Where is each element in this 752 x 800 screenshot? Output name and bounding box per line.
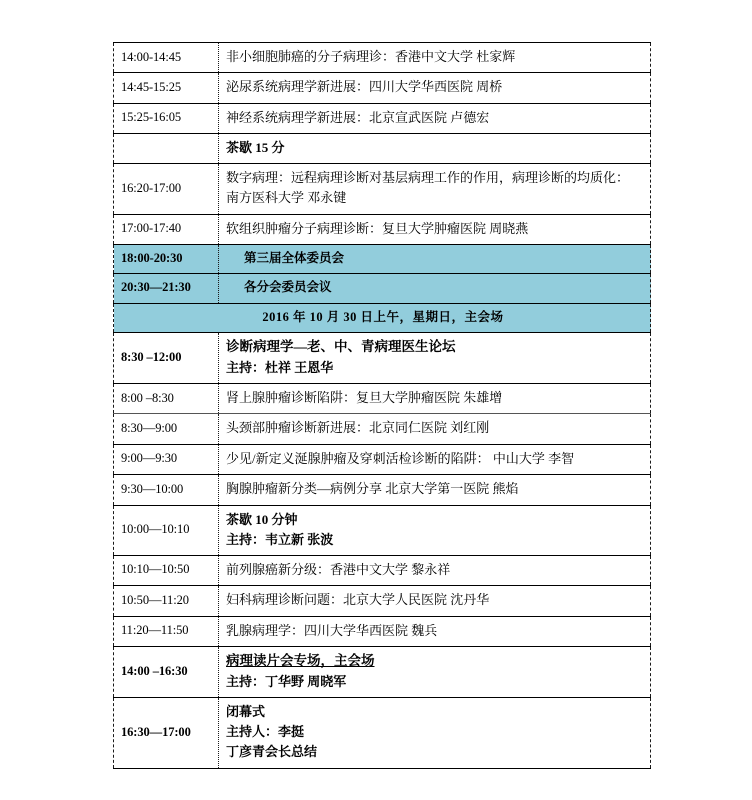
- row-description-text: 妇科病理诊断问题：北京大学人民医院 沈丹华: [226, 592, 490, 608]
- row-description: [219, 586, 651, 616]
- row-description-text: 少见/新定义涎腺肿瘤及穿刺活检诊断的陷阱： 中山大学 李智: [226, 450, 575, 466]
- table-row-highlighted: [114, 274, 651, 303]
- table-row: [114, 475, 651, 505]
- row-description: [219, 214, 651, 244]
- table-row: [114, 73, 651, 103]
- row-description-text: 胸腺肿瘤新分类—病例分享 北京大学第一医院 熊焰: [226, 481, 519, 497]
- row-time: 8:30 –12:00: [114, 333, 219, 384]
- break-label: 茶歇 10 分钟: [226, 511, 298, 527]
- row-time: 14:00-14:45: [114, 43, 219, 73]
- row-description: [219, 616, 651, 646]
- table-row-date-banner: [114, 303, 651, 332]
- row-time: [114, 134, 219, 164]
- row-time: 16:30—17:00: [114, 698, 219, 768]
- row-time: 16:20-17:00: [114, 164, 219, 214]
- row-time: 8:00 –8:30: [114, 384, 219, 414]
- row-description: [219, 244, 651, 273]
- row-time: 14:00 –16:30: [114, 647, 219, 698]
- row-time: 10:00—10:10: [114, 505, 219, 555]
- session-title: 诊断病理学—老、中、青病理医生论坛: [226, 339, 456, 355]
- row-description-line2: 南方医科大学 邓永键: [226, 190, 347, 206]
- row-description-text: 头颈部肿瘤诊断新进展：北京同仁医院 刘红刚: [226, 420, 490, 436]
- conference-schedule-table: [113, 42, 651, 769]
- date-banner-text: 2016 年 10 月 30 日上午，星期日，主会场: [114, 303, 651, 332]
- row-description-text: 神经系统病理学新进展：北京宣武医院 卢德宏: [226, 109, 490, 125]
- row-time: 11:20—11:50: [114, 616, 219, 646]
- row-time: 10:10—10:50: [114, 555, 219, 585]
- table-row: [114, 444, 651, 474]
- table-row: [114, 616, 651, 646]
- row-description: [219, 274, 651, 303]
- row-description: [219, 384, 651, 414]
- row-description-text: 各分会委员会议: [244, 280, 332, 295]
- row-description: [219, 555, 651, 585]
- row-description: [219, 475, 651, 505]
- closing-summary: 丁彦青会长总结: [226, 744, 318, 760]
- row-time: 9:00—9:30: [114, 444, 219, 474]
- table-row-session: [114, 647, 651, 698]
- row-description-text: 第三届全体委员会: [244, 250, 345, 265]
- row-time: 17:00-17:40: [114, 214, 219, 244]
- table-row: [114, 586, 651, 616]
- session-title: 病理读片会专场，主会场: [226, 653, 375, 669]
- table-row: [114, 103, 651, 133]
- row-time: 20:30—21:30: [114, 274, 219, 303]
- row-description: [219, 505, 651, 555]
- row-time: 10:50—11:20: [114, 586, 219, 616]
- session-chair: 主持：韦立新 张波: [226, 531, 334, 547]
- row-description: [219, 164, 651, 214]
- row-description-line1: 数字病理：远程病理诊断对基层病理工作的作用，病理诊断的均质化：: [226, 170, 630, 186]
- table-row: [114, 164, 651, 214]
- row-description: [219, 698, 651, 768]
- row-time: 14:45-15:25: [114, 73, 219, 103]
- row-time: 18:00-20:30: [114, 244, 219, 273]
- table-row: [114, 384, 651, 414]
- session-chair: 主持：丁华野 周晓军: [226, 673, 347, 689]
- row-description-text: 软组织肿瘤分子病理诊断：复旦大学肿瘤医院 周晓燕: [226, 220, 529, 236]
- row-description-text: 肾上腺肿瘤诊断陷阱：复旦大学肿瘤医院 朱雄增: [226, 390, 503, 406]
- closing-host: 主持人：李挺: [226, 724, 305, 740]
- row-description: [219, 647, 651, 698]
- row-time: 9:30—10:00: [114, 475, 219, 505]
- row-description-text: 乳腺病理学：四川大学华西医院 魏兵: [226, 622, 438, 638]
- break-label: 茶歇 15 分: [226, 140, 285, 156]
- row-description: [219, 43, 651, 73]
- table-row: [114, 214, 651, 244]
- row-description-text: 前列腺癌新分级：香港中文大学 黎永祥: [226, 561, 451, 577]
- table-row-closing: [114, 698, 651, 768]
- table-row-session: [114, 333, 651, 384]
- row-description: [219, 73, 651, 103]
- table-row-break: [114, 134, 651, 164]
- table-row: [114, 43, 651, 73]
- closing-title: 闭幕式: [226, 704, 266, 720]
- row-description: [219, 333, 651, 384]
- row-description: [219, 444, 651, 474]
- row-time: 15:25-16:05: [114, 103, 219, 133]
- row-description-text: 非小细胞肺癌的分子病理诊：香港中文大学 杜家辉: [226, 49, 516, 64]
- row-description: [219, 414, 651, 444]
- table-row-highlighted: [114, 244, 651, 273]
- row-description-text: 泌尿系统病理学新进展：四川大学华西医院 周桥: [226, 79, 503, 95]
- table-row-break: [114, 505, 651, 555]
- table-row: [114, 555, 651, 585]
- table-row: [114, 414, 651, 444]
- row-time: 8:30—9:00: [114, 414, 219, 444]
- session-chair: 主持：杜祥 王恩华: [226, 359, 334, 375]
- row-description: [219, 103, 651, 133]
- row-description: [219, 134, 651, 164]
